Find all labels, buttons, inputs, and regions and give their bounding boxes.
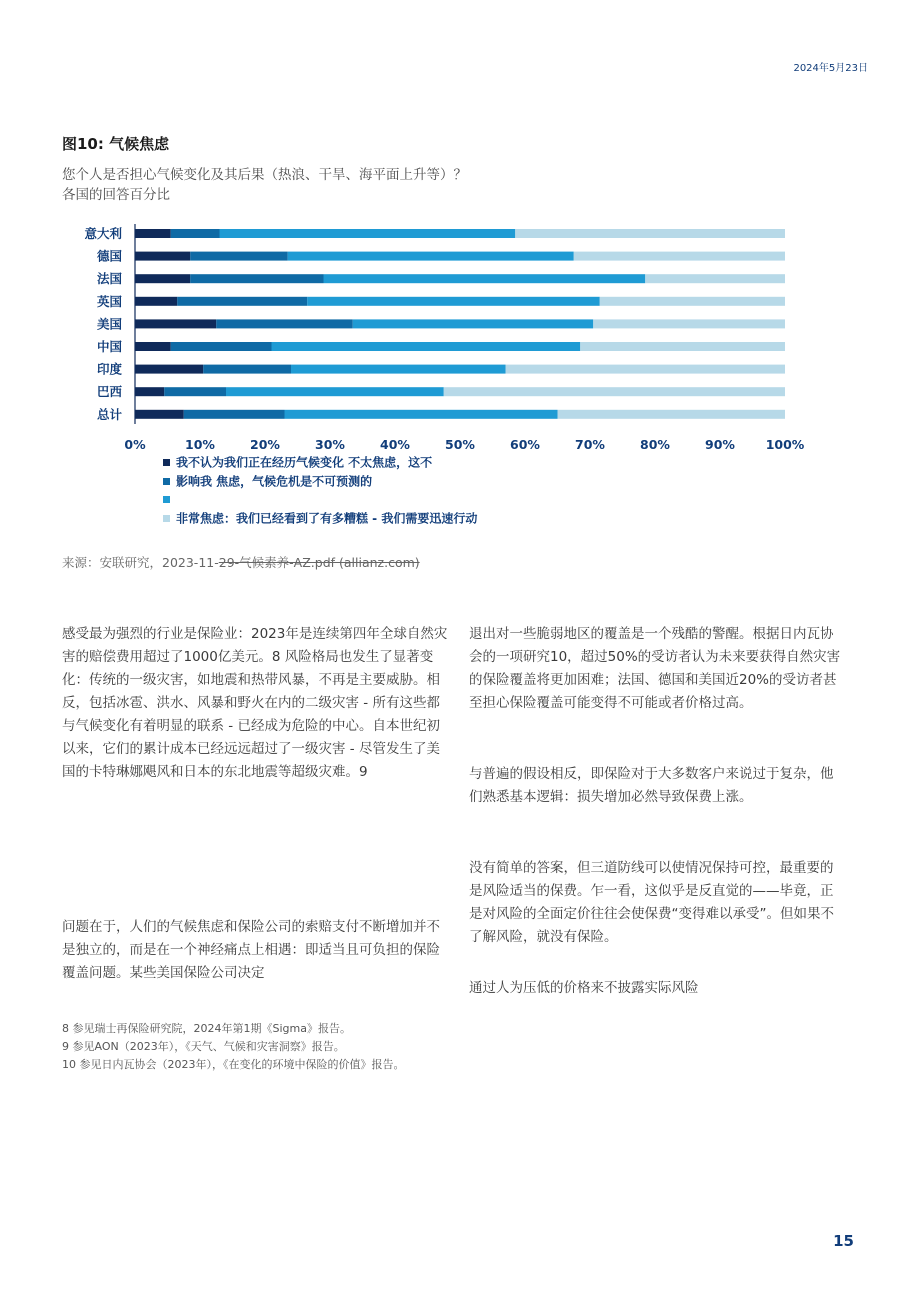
x-tick-label: 50%	[445, 437, 475, 452]
bar-segment-3	[324, 274, 646, 283]
right-column-para3	[469, 857, 845, 949]
bar-segment-4	[645, 274, 785, 283]
climate-anxiety-chart	[0, 218, 920, 538]
bar-segment-3	[307, 297, 600, 306]
bar-segment-4	[558, 410, 786, 419]
legend-swatch	[163, 515, 170, 522]
bar-segment-3	[220, 229, 516, 238]
figure-subtitle	[62, 165, 467, 205]
bar-segment-2	[177, 297, 307, 306]
bar-segment-4	[574, 252, 785, 261]
source-text: 来源：安联研究，2023-11-	[62, 555, 219, 570]
bar-segment-1	[135, 387, 164, 396]
bar-segment-2	[171, 229, 220, 238]
footnote-8: 8 参见瑞士再保险研究院，2024年第1期《Sigma》报告。	[62, 1022, 351, 1035]
bar-segment-1	[135, 252, 190, 261]
bar-segment-1	[135, 365, 203, 374]
source-link-text: 29-气候素养-AZ.pdf (allianz.com)	[218, 555, 420, 570]
bar-segment-4	[593, 319, 785, 328]
category-label: 中国	[96, 339, 122, 354]
bar-segment-3	[285, 410, 558, 419]
left-column-para2	[62, 916, 448, 985]
x-tick-label: 10%	[185, 437, 215, 452]
right-column-para2	[469, 763, 845, 809]
figure-question: 您个人是否担心气候变化及其后果（热浪、干旱、海平面上升等）？	[62, 167, 467, 183]
body-paragraph: 通过人为压低的价格来不披露实际风险	[469, 980, 699, 996]
bar-segment-4	[444, 387, 785, 396]
bar-segment-1	[135, 410, 184, 419]
legend-swatch	[163, 478, 170, 485]
chart-legend	[163, 455, 477, 526]
legend-swatch	[163, 496, 170, 503]
body-paragraph: 感受最为强烈的行业是保险业：2023年是连续第四年全球自然灾害的赔偿费用超过了1000亿美元。8 风险格局也发生了显著变化：传统的一级灾害，如地震和热带风暴，不再是主要威胁。相反，包括冰雹、洪水、风暴和野火在内的二级灾害 - 所有这些都与气候变化有着明显的联系 - 已经成为危险的中心。自本世纪初以来，它们的累计成本已经远远超过了一级灾害 - 尽管发生了美国的卡特琳娜飓风和日本的东北地震等超级灾难。9	[62, 626, 448, 780]
category-label: 法国	[96, 271, 122, 287]
bar-segment-2	[190, 274, 323, 283]
category-label: 意大利	[84, 226, 122, 241]
legend-label: 影响我 焦虑，气候危机是不可预测的	[176, 474, 373, 489]
x-tick-label: 80%	[640, 437, 670, 452]
bar-segment-1	[135, 229, 171, 238]
body-paragraph: 与普遍的假设相反，即保险对于大多数客户来说过于复杂，他们熟悉基本逻辑：损失增加必然导致保费上涨。	[469, 766, 834, 805]
footnote-10: 10 参见日内瓦协会（2023年），《在变化的环境中保险的价值》报告。	[62, 1058, 405, 1071]
bar-segment-4	[600, 297, 785, 306]
x-tick-label: 20%	[250, 437, 280, 452]
page-number: 15	[833, 1232, 854, 1250]
category-label: 英国	[96, 293, 122, 309]
footnotes	[62, 1020, 405, 1074]
x-tick-label: 60%	[510, 437, 540, 452]
right-column-para1	[469, 623, 845, 715]
bar-segment-3	[226, 387, 444, 396]
category-label: 总计	[96, 406, 122, 422]
body-paragraph: 问题在于，人们的气候焦虑和保险公司的索赔支付不断增加并不是独立的，而是在一个神经痛点上相遇：即适当且可负担的保险覆盖问题。某些美国保险公司决定	[62, 919, 440, 981]
bar-segment-2	[203, 365, 291, 374]
legend-label: 我不认为我们正在经历气候变化 不太焦虑，这不	[176, 455, 433, 470]
bar-segment-3	[272, 342, 581, 351]
figure-unit-note: 各国的回答百分比	[62, 187, 170, 203]
body-paragraph: 没有简单的答案，但三道防线可以使情况保持可控，最重要的是风险适当的保费。乍一看，这似乎是反直觉的——毕竟，正是对风险的全面定价往往会使保费“变得难以承受”。但如果不了解风险，就没有保险。	[469, 860, 834, 945]
category-label: 巴西	[96, 384, 122, 400]
bar-segment-2	[190, 252, 288, 261]
x-tick-label: 70%	[575, 437, 605, 452]
legend-label: 非常焦虑：我们已经看到了有多糟糕 - 我们需要迅速行动	[176, 511, 478, 526]
left-column-para1	[62, 623, 448, 784]
bar-segment-3	[353, 319, 594, 328]
bar-segment-1	[135, 274, 190, 283]
x-tick-label: 40%	[380, 437, 410, 452]
footnote-9: 9 参见AON（2023年），《天气、气候和灾害洞察》报告。	[62, 1040, 345, 1053]
figure-source	[62, 553, 420, 571]
bar-segment-2	[184, 410, 285, 419]
bar-segment-4	[515, 229, 785, 238]
right-column-para4	[469, 977, 845, 1000]
x-tick-label: 90%	[705, 437, 735, 452]
category-label: 德国	[96, 248, 122, 264]
chart-x-ticks	[124, 437, 804, 452]
category-label: 印度	[96, 361, 122, 377]
bar-segment-1	[135, 319, 216, 328]
legend-swatch	[163, 459, 170, 466]
chart-bars	[135, 224, 785, 424]
bar-segment-3	[291, 365, 506, 374]
category-label: 美国	[96, 316, 122, 332]
bar-segment-1	[135, 342, 171, 351]
bar-segment-2	[164, 387, 226, 396]
bar-segment-4	[506, 365, 786, 374]
bar-segment-3	[288, 252, 574, 261]
figure-title: 图10: 气候焦虑	[62, 135, 170, 153]
x-tick-label: 30%	[315, 437, 345, 452]
body-paragraph: 退出对一些脆弱地区的覆盖是一个残酷的警醒。根据日内瓦协会的一项研究10，超过50%的受访者认为未来要获得自然灾害的保险覆盖将更加困难；法国、德国和美国近20%的受访者甚至担心保险覆盖可能变得不可能或者价格过高。	[469, 626, 841, 711]
bar-segment-1	[135, 297, 177, 306]
report-date: 2024年5月23日	[793, 63, 868, 74]
x-tick-label: 100%	[765, 437, 805, 452]
bar-segment-2	[171, 342, 272, 351]
bar-segment-2	[216, 319, 353, 328]
bar-segment-4	[580, 342, 785, 351]
x-tick-label: 0%	[124, 437, 146, 452]
chart-category-labels	[84, 226, 122, 422]
